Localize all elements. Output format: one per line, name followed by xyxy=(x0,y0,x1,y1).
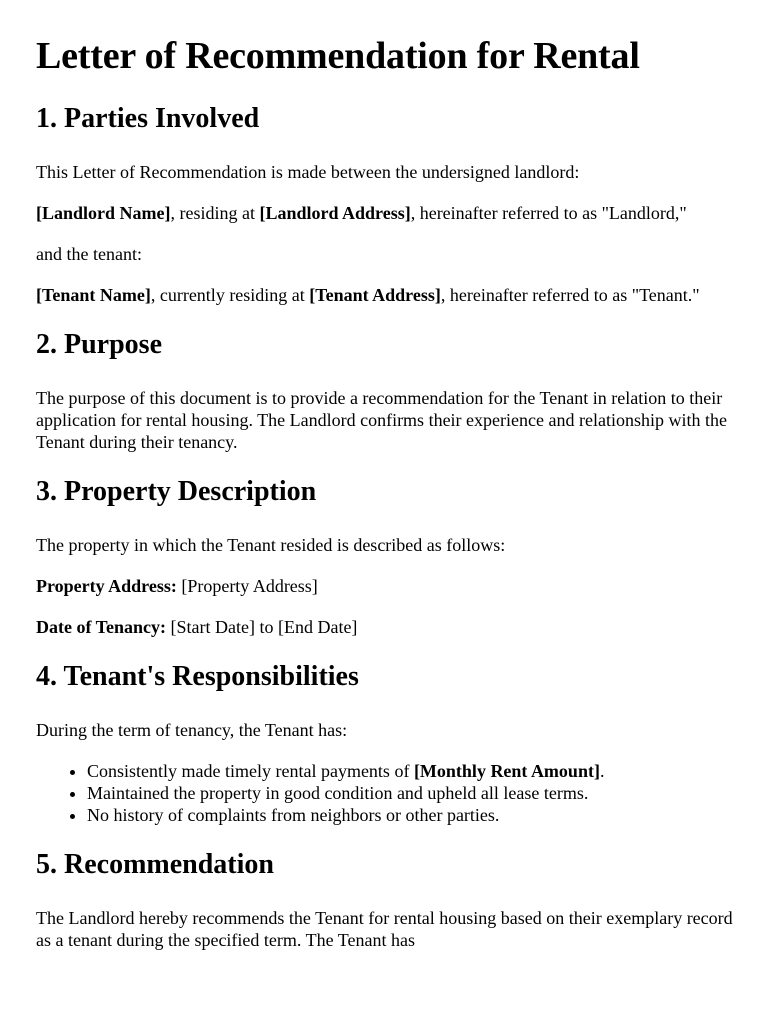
document-body xyxy=(36,100,736,951)
parties-intro: This Letter of Recommendation is made between the undersigned landlord: xyxy=(36,162,580,182)
property-address-line xyxy=(36,575,736,597)
section-heading: 3. Property Description xyxy=(36,476,317,507)
landlord-address-placeholder: [Landlord Address] xyxy=(259,203,411,223)
tenancy-date-label: Date of Tenancy: xyxy=(36,617,166,637)
tenant-address-placeholder: [Tenant Address] xyxy=(309,285,441,305)
recommendation-body: The Landlord hereby recommends the Tenant for rental housing based on their exemplary record as a tenant during the specified term. The Tenant has xyxy=(36,908,733,950)
rent-amount-placeholder: [Monthly Rent Amount] xyxy=(413,761,600,781)
section-heading: 2. Purpose xyxy=(36,329,162,360)
property-address-value: [Property Address] xyxy=(176,576,318,596)
list-item: • Maintained the property in good condition and upheld all lease terms. xyxy=(87,782,736,804)
responsibilities-list xyxy=(36,760,736,826)
tenancy-date-value: [Start Date] to [End Date] xyxy=(166,617,358,637)
responsibilities-intro: During the term of tenancy, the Tenant has: xyxy=(36,720,348,740)
document-title: Letter of Recommendation for Rental xyxy=(36,35,640,77)
section-parties xyxy=(36,100,736,306)
landlord-name-placeholder: [Landlord Name] xyxy=(36,203,171,223)
property-intro: The property in which the Tenant resided is described as follows: xyxy=(36,535,506,555)
landlord-line: [Landlord Name], residing at [Landlord Address], hereinafter referred to as "Landlord," xyxy=(36,203,687,223)
purpose-body: The purpose of this document is to provide a recommendation for the Tenant in relation to their application for rental housing. The Landlord confirms their experience and relationship with the Tenant during their tenancy. xyxy=(36,388,727,452)
section-property xyxy=(36,473,736,638)
section-heading: 5. Recommendation xyxy=(36,849,274,880)
section-responsibilities xyxy=(36,658,736,826)
section-purpose xyxy=(36,326,736,453)
tenant-name-placeholder: [Tenant Name] xyxy=(36,285,151,305)
section-heading: 1. Parties Involved xyxy=(36,103,260,134)
property-address-label: Property Address: xyxy=(36,576,177,596)
list-item: • Consistently made timely rental payments of [Monthly Rent Amount]. xyxy=(87,760,736,782)
and-tenant-text: and the tenant: xyxy=(36,244,142,264)
tenant-line: [Tenant Name], currently residing at [Tenant Address], hereinafter referred to as "Tenant." xyxy=(36,285,700,305)
section-recommendation xyxy=(36,846,736,951)
tenancy-date-line xyxy=(36,616,736,638)
list-item: • No history of complaints from neighbors or other parties. xyxy=(87,804,736,826)
section-heading: 4. Tenant's Responsibilities xyxy=(36,661,359,692)
